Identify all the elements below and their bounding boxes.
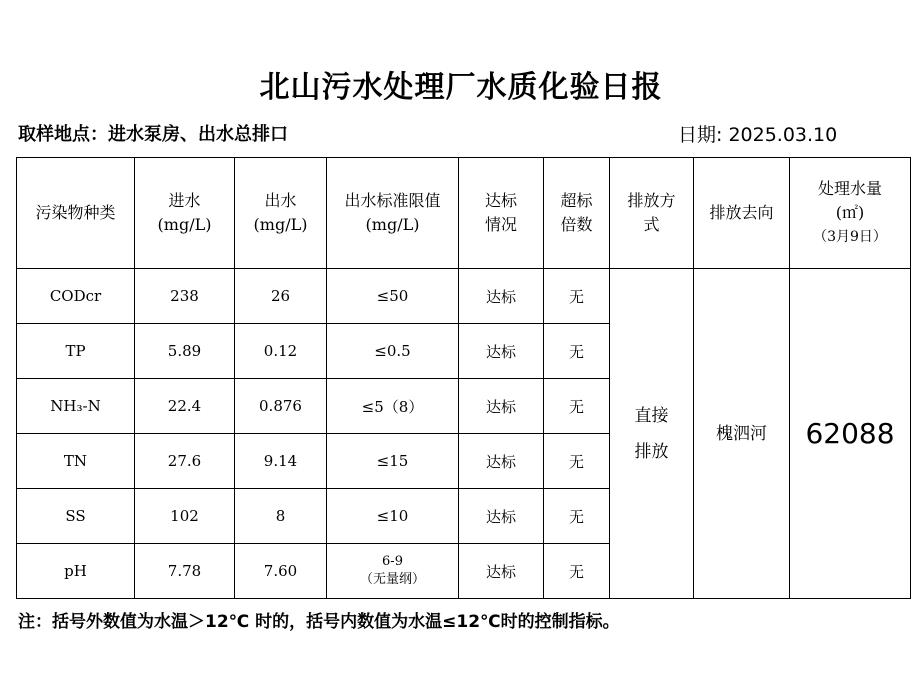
header-destination: 排放去向 bbox=[694, 158, 790, 269]
pollutant-cell: TN bbox=[17, 434, 135, 489]
header-limit: 出水标准限值 (mg/L) bbox=[327, 158, 459, 269]
compliance-cell: 达标 bbox=[459, 434, 544, 489]
compliance-cell: 达标 bbox=[459, 379, 544, 434]
inflow-cell: 5.89 bbox=[135, 324, 235, 379]
outflow-cell: 0.12 bbox=[235, 324, 327, 379]
compliance-cell: 达标 bbox=[459, 489, 544, 544]
exceed-cell: 无 bbox=[544, 324, 610, 379]
outflow-cell: 9.14 bbox=[235, 434, 327, 489]
pollutant-cell: SS bbox=[17, 489, 135, 544]
pollutant-cell: NH₃-N bbox=[17, 379, 135, 434]
limit-cell: ≤50 bbox=[327, 269, 459, 324]
table-row bbox=[17, 269, 911, 324]
inflow-cell: 27.6 bbox=[135, 434, 235, 489]
inflow-cell: 22.4 bbox=[135, 379, 235, 434]
header-inflow: 进水 (mg/L) bbox=[135, 158, 235, 269]
destination-cell: 槐泗河 bbox=[694, 269, 790, 599]
water-quality-table bbox=[16, 157, 911, 599]
exceed-cell: 无 bbox=[544, 489, 610, 544]
compliance-cell: 达标 bbox=[459, 324, 544, 379]
header-discharge-method: 排放方 式 bbox=[610, 158, 694, 269]
exceed-cell: 无 bbox=[544, 269, 610, 324]
header-row bbox=[17, 158, 911, 269]
header-volume: 处理水量 (㎡) （3月9日） bbox=[790, 158, 911, 269]
inflow-cell: 7.78 bbox=[135, 544, 235, 599]
exceed-cell: 无 bbox=[544, 544, 610, 599]
outflow-cell: 26 bbox=[235, 269, 327, 324]
discharge-method-cell: 直接 排放 bbox=[610, 269, 694, 599]
limit-cell: ≤0.5 bbox=[327, 324, 459, 379]
report-title: 北山污水处理厂水质化验日报 bbox=[259, 70, 663, 105]
report-date: 日期: 2025.03.10 bbox=[678, 124, 838, 146]
outflow-cell: 7.60 bbox=[235, 544, 327, 599]
sampling-site: 取样地点：进水泵房、出水总排口 bbox=[18, 124, 288, 145]
inflow-cell: 102 bbox=[135, 489, 235, 544]
limit-cell: ≤5（8） bbox=[327, 379, 459, 434]
pollutant-cell: pH bbox=[17, 544, 135, 599]
compliance-cell: 达标 bbox=[459, 269, 544, 324]
exceed-cell: 无 bbox=[544, 434, 610, 489]
exceed-cell: 无 bbox=[544, 379, 610, 434]
header-compliance: 达标 情况 bbox=[459, 158, 544, 269]
limit-cell: 6-9 （无量纲） bbox=[327, 544, 459, 599]
header-exceed: 超标 倍数 bbox=[544, 158, 610, 269]
limit-cell: ≤15 bbox=[327, 434, 459, 489]
pollutant-cell: TP bbox=[17, 324, 135, 379]
header-pollutant: 污染物种类 bbox=[17, 158, 135, 269]
footnote: 注：括号外数值为水温＞12℃ 时的，括号内数值为水温≤12℃时的控制指标。 bbox=[18, 612, 620, 632]
compliance-cell: 达标 bbox=[459, 544, 544, 599]
outflow-cell: 8 bbox=[235, 489, 327, 544]
pollutant-cell: CODcr bbox=[17, 269, 135, 324]
limit-cell: ≤10 bbox=[327, 489, 459, 544]
inflow-cell: 238 bbox=[135, 269, 235, 324]
outflow-cell: 0.876 bbox=[235, 379, 327, 434]
volume-cell: 62088 bbox=[790, 269, 911, 599]
header-outflow: 出水 (mg/L) bbox=[235, 158, 327, 269]
